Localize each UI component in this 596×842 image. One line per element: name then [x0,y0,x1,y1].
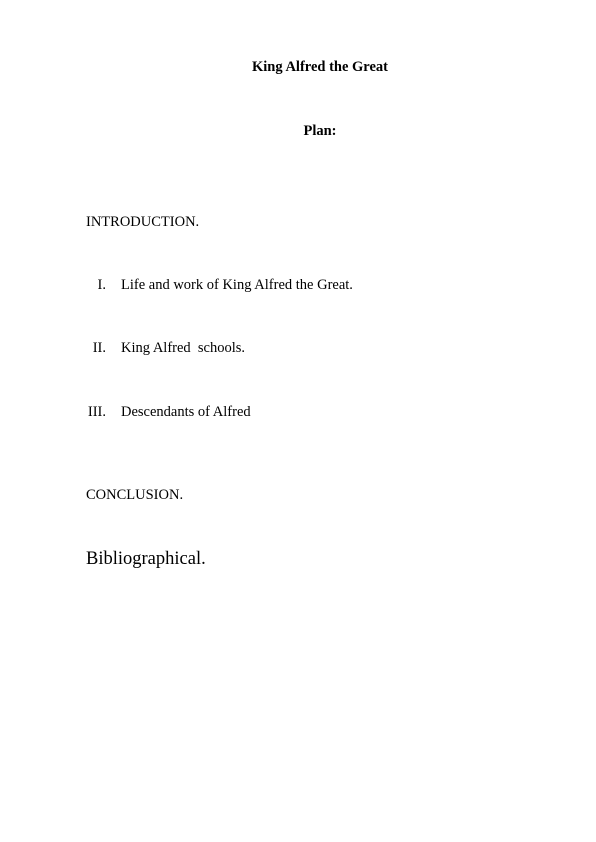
plan-list-item [0,276,596,294]
list-numeral: I. [97,277,106,293]
conclusion-heading: CONCLUSION. [86,487,184,503]
bibliography-heading: Bibliographical. [86,549,206,569]
list-numeral: II. [92,340,106,356]
introduction-heading: INTRODUCTION. [86,214,200,230]
plan-list-item [0,339,596,357]
plan-heading: Plan: [303,123,337,139]
list-item-text: Descendants of Alfred [121,404,251,420]
list-item-text: Life and work of King Alfred the Great. [121,277,353,293]
page-title: King Alfred the Great [252,59,388,75]
plan-list-item [0,403,596,421]
list-item-text: King Alfred schools. [121,340,246,356]
list-numeral: III. [87,404,106,420]
